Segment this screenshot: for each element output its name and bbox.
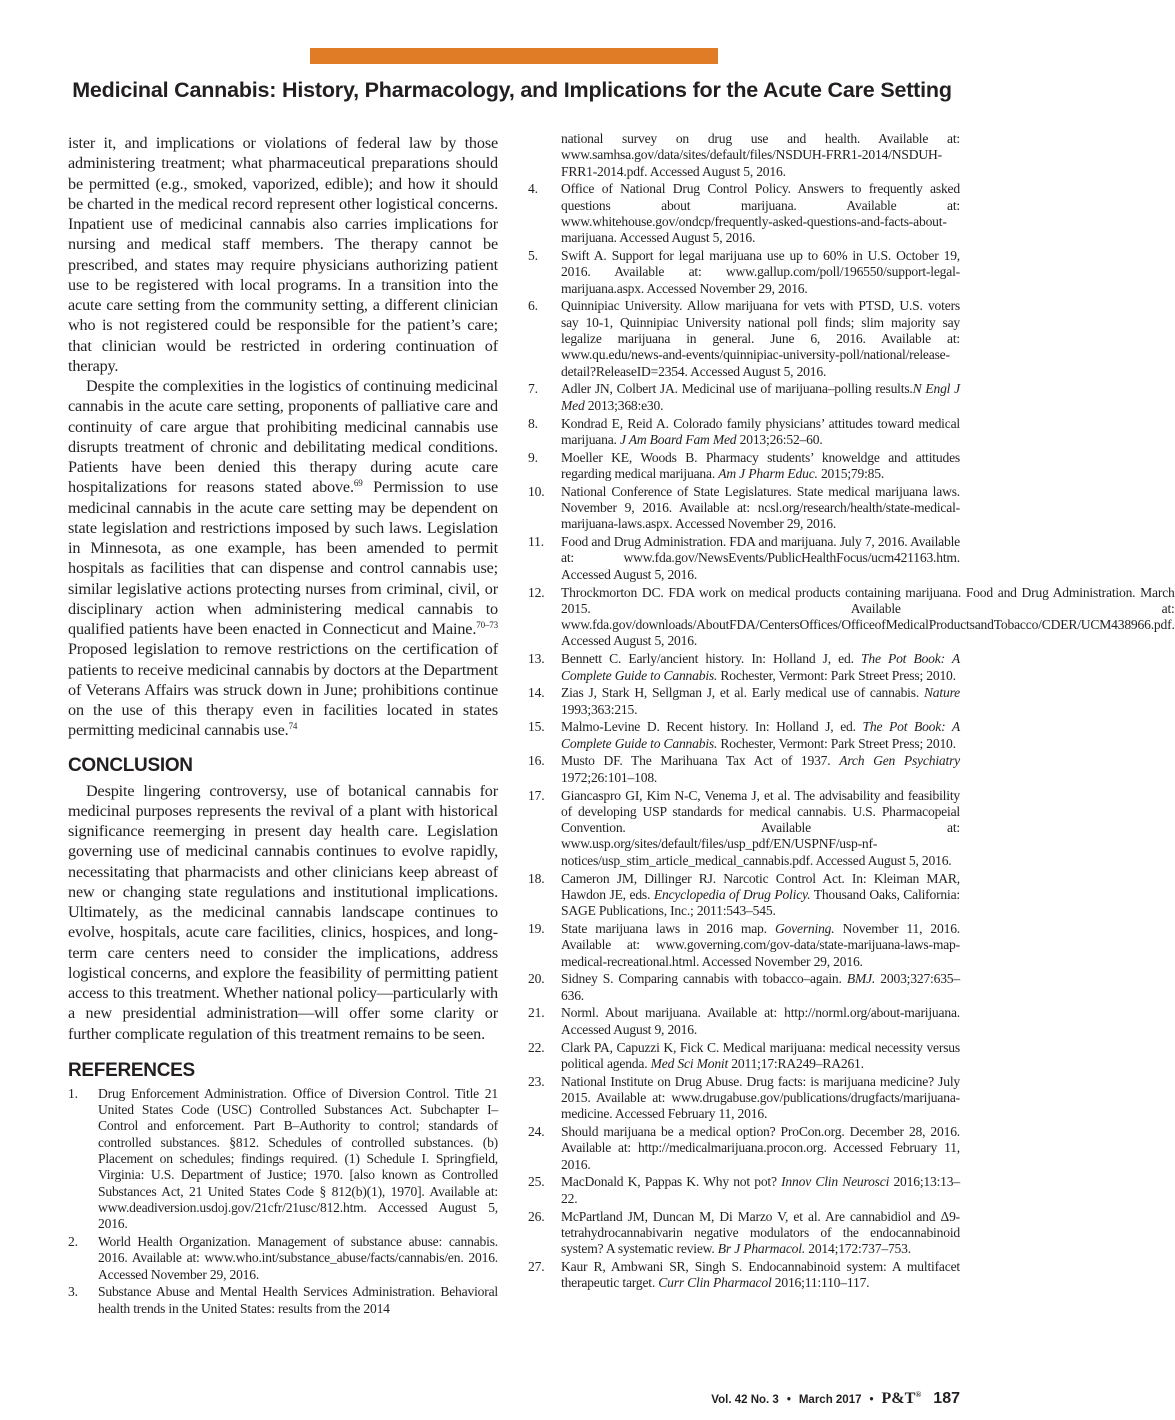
reference-item: national survey on drug use and health. Available at: www.samhsa.gov/data/sites/default/files/NSDUH-FRR1-2014/NSDUH-FRR1-2014.pdf. Accessed August 5, 2016. xyxy=(561,131,960,179)
journal-name: P&T® xyxy=(881,1390,922,1407)
reference-item xyxy=(528,248,960,297)
reference-number: 3. xyxy=(68,1284,78,1300)
issue-date: March 2017 xyxy=(798,1394,862,1406)
reference-text: Musto DF. The Marihuana Tax Act of 1937. Arch Gen Psychiatry 1972;26:101–108. xyxy=(561,753,960,785)
footer-bullet: • xyxy=(869,1394,874,1406)
page-footer xyxy=(711,1390,960,1408)
reference-item xyxy=(528,788,960,869)
reference-item xyxy=(528,719,960,752)
reference-text: Drug Enforcement Administration. Office of Diversion Control. Title 21 United States Code (USC) Controlled Substances Act. Subchapter I–Control and enforcement. Part B–Authority to control; standards of controlled substances. §812. Schedules of controlled substances. (b) Placement on schedules; findings required. (1) Schedule I. Springfield, Virginia: U.S. Department of Justice; 1970. [also known as Controlled Substances Act, 21 United States Code § 812(b)(1), 1970]. Available at: www.deadiversion.usdoj.gov/21cfr/21usc/812.htm. Accessed August 5, 2016. xyxy=(98,1085,498,1232)
footer-bullet: • xyxy=(786,1394,791,1406)
reference-text: Clark PA, Capuzzi K, Fick C. Medical marijuana: medical necessity versus political agenda. Med Sci Monit 2011;17:RA249–RA261. xyxy=(561,1039,960,1071)
reference-item xyxy=(528,1005,960,1038)
reference-number: 1. xyxy=(68,1085,78,1101)
references-list-left xyxy=(68,1086,498,1317)
reference-number: 23. xyxy=(528,1073,545,1089)
reference-item xyxy=(528,1124,960,1173)
reference-number: 9. xyxy=(528,449,538,465)
reference-item xyxy=(528,1259,960,1292)
reference-text: National Institute on Drug Abuse. Drug facts: is marijuana medicine? July 2015. Available at: www.drugabuse.gov/publications/drugfacts/marijuana-medicine. Accessed February 11, 2016. xyxy=(561,1073,960,1122)
reference-item xyxy=(528,1040,960,1073)
reference-text: State marijuana laws in 2016 map. Governing. November 11, 2016. Available at: www.governing.com/gov-data/state-marijuana-laws-map-medical-recreational.html. Accessed November 29, 2016. xyxy=(561,920,960,969)
reference-item xyxy=(528,381,960,414)
conclusion-heading: CONCLUSION xyxy=(68,754,193,776)
reference-text: Giancaspro GI, Kim N-C, Venema J, et al. The advisability and feasibility of developing USP standards for medical cannabis. U.S. Pharmacopeial Convention. Available at: www.usp.org/sites/default/files/usp_pdf/EN/USPNF/usp-nf-notices/usp_stim_article_medical_cannabis.pdf. Accessed August 5, 2016. xyxy=(561,787,960,868)
reference-number: 5. xyxy=(528,248,538,264)
references-list-right xyxy=(528,181,1175,1291)
reference-item xyxy=(528,1174,960,1207)
reference-item xyxy=(68,1234,498,1283)
reference-number: 25. xyxy=(528,1174,545,1190)
header-accent-bar xyxy=(310,48,718,64)
issue-info: Vol. 42 No. 3 xyxy=(711,1394,779,1406)
reference-item xyxy=(528,871,960,920)
reference-number: 22. xyxy=(528,1039,545,1055)
body-paragraph-2: Despite the complexities in the logistics of continuing medicinal cannabis in the acute care setting, proponents of palliative care and continuity of care argue that prohibiting medicinal cannabis use disrupts treatment of chronic and debilitating medical conditions. Patients have been denied this therapy during acute care hospitalizations for reasons stated above.$^{69}$ Permission to use medicinal cannabis in the acute care setting may be dependent on state legislation and restrictions imposed by such laws. Legislation in Minnesota, as one example, has been amended to permit hospitals as facilities that can dispense and control cannabis use; similar legislative actions protecting nurses from criminal, civil, or disciplinary action when administering medical cannabis to qualified patients have been enacted in Connecticut and Maine.$^{70-73}$ Proposed legislation to remove restrictions on the certification of patients to receive medicinal cannabis by doctors at the Department of Veterans Affairs was struck down in June; prohibitions continue on the use of this therapy even in facilities located in states permitting medicinal cannabis use.$^{74}$ xyxy=(68,377,499,740)
reference-number: 17. xyxy=(528,787,545,803)
reference-item xyxy=(528,416,960,449)
reference-text: Bennett C. Early/ancient history. In: Holland J, ed. The Pot Book: A Complete Guide to Cannabis. Rochester, Vermont: Park Street Press; 2010. xyxy=(561,651,960,683)
left-column xyxy=(68,133,498,1318)
reference-text: Throckmorton DC. FDA work on medical products containing marijuana. Food and Drug Administration. March 2015. Available at: www.fda.gov/downloads/AboutFDA/CentersOffices/OfficeofMedicalProductsandTobacco/CDER/UCM438966.pdf. Accessed August 5, 2016. xyxy=(561,584,1175,649)
reference-number: 7. xyxy=(528,381,538,397)
reference-text: Kondrad E, Reid A. Colorado family physicians’ attitudes toward medical marijuana. J Am Board Fam Med 2013;26:52–60. xyxy=(561,415,960,447)
reference-item xyxy=(528,1209,960,1258)
reference-number: 12. xyxy=(528,584,545,600)
page-title: Medicinal Cannabis: History, Pharmacology, and Implications for the Acute Care Setting xyxy=(72,78,952,102)
reference-number: 24. xyxy=(528,1124,545,1140)
reference-number: 11. xyxy=(528,534,544,550)
reference-number: 14. xyxy=(528,685,545,701)
reference-text: Malmo-Levine D. Recent history. In: Holland J, ed. The Pot Book: A Complete Guide to Cannabis. Rochester, Vermont: Park Street Press; 2010. xyxy=(561,719,960,751)
reference-number: 26. xyxy=(528,1208,545,1224)
reference-text: Quinnipiac University. Allow marijuana for vets with PTSD, U.S. voters say 10-1, Quinnipiac University national poll finds; slim majority say legalize marijuana in general. June 6, 2016. Available at: www.qu.edu/news-and-events/quinnipiac-university-poll/national/release-detail?ReleaseID=2354. Accessed August 5, 2016. xyxy=(561,298,960,379)
reference-number: 2. xyxy=(68,1233,78,1249)
reference-number: 20. xyxy=(528,971,545,987)
reference-number: 8. xyxy=(528,415,538,431)
reference-number: 27. xyxy=(528,1258,545,1274)
reference-item xyxy=(528,181,960,246)
reference-number: 21. xyxy=(528,1005,545,1021)
reference-item xyxy=(528,685,960,718)
reference-item xyxy=(528,584,1175,650)
reference-text: Zias J, Stark H, Sellgman J, et al. Early medical use of cannabis. Nature 1993;363:215. xyxy=(561,685,960,717)
reference-item xyxy=(68,1284,498,1317)
reference-item xyxy=(528,651,960,684)
reference-text: Sidney S. Comparing cannabis with tobacco–again. BMJ. 2003;327:635–636. xyxy=(561,971,961,1003)
reference-number: 18. xyxy=(528,870,545,886)
right-column xyxy=(528,131,1175,1293)
reference-text: Adler JN, Colbert JA. Medicinal use of marijuana–polling results.N Engl J Med 2013;368:e30. xyxy=(561,381,960,413)
body-paragraph: ister it, and implications or violations of federal law by those administering treatment; what pharmaceutical preparations should be permitted (e.g., smoked, vaporized, edible); and how it should be charted in the medical record represent other logistical concerns. Inpatient use of medicinal cannabis also carries implications for nursing and medical staff members. The therapy cannot be prescribed, and states may require physicians authorizing patient use to be registered with local programs. In a transition into the acute care setting from the community setting, a different clinician who is not registered could be responsible for the patient’s care; that clinician would be restricted in ordering continuation of therapy. xyxy=(68,134,498,375)
reference-text: World Health Organization. Management of substance abuse: cannabis. 2016. Available at: www.who.int/substance_abuse/facts/cannabis/en. 2016. Accessed November 29, 2016. xyxy=(98,1233,498,1282)
reference-number: 15. xyxy=(528,719,545,735)
reference-text: Office of National Drug Control Policy. Answers to frequently asked questions about marijuana. Available at: www.whitehouse.gov/ondcp/frequently-asked-questions-and-facts-about-marijuana. Accessed August 5, 2016. xyxy=(561,181,960,246)
reference-item xyxy=(528,921,960,970)
reference-text: Should marijuana be a medical option? ProCon.org. December 28, 2016. Available at: http://medicalmarijuana.procon.org. Accessed February 11, 2016. xyxy=(561,1124,960,1172)
reference-text: Swift A. Support for legal marijuana use up to 60% in U.S. October 19, 2016. Available at: www.gallup.com/poll/196550/support-legal-marijuana.aspx. Accessed November 29, 2016. xyxy=(561,248,960,296)
reference-item xyxy=(528,753,960,786)
reference-item xyxy=(528,971,960,1004)
reference-text: Food and Drug Administration. FDA and marijuana. July 7, 2016. Available at: www.fda.gov/NewsEvents/PublicHealthFocus/ucm421163.htm. Accessed August 5, 2016. xyxy=(561,534,960,582)
conclusion-paragraph: Despite lingering controversy, use of botanical cannabis for medicinal purposes represents the revival of a plant with historical significance reemerging in present day health care. Legislation governing use of medicinal cannabis continues to evolve rapidly, necessitating that pharmacists and other clinicians keep abreast of new or changing state regulations and institutional implications. Ultimately, as the medicinal cannabis landscape continues to evolve, hospitals, acute care facilities, clinics, hospices, and long-term care centers need to consider the implications, address logistical concerns, and explore the feasibility of permitting patient access to this treatment. Whether national policy—particularly with a new presidential administration—will offer some clarity or further complicate regulation of this treatment remains to be seen. xyxy=(68,781,498,1043)
reference-text: MacDonald K, Pappas K. Why not pot? Innov Clin Neurosci 2016;13:13–22. xyxy=(561,1174,960,1206)
reference-item xyxy=(528,450,960,483)
reference-text: Cameron JM, Dillinger RJ. Narcotic Control Act. In: Kleiman MAR, Hawdon JE, eds. Encyclopedia of Drug Policy. Thousand Oaks, California: SAGE Publications, Inc.; 2011:543–545. xyxy=(561,870,961,919)
reference-text: Moeller KE, Woods B. Pharmacy students’ knoweldge and attitudes regarding medical marijuana. Am J Pharm Educ. 2015;79:85. xyxy=(561,449,960,481)
reference-item xyxy=(528,534,960,583)
reference-text: Substance Abuse and Mental Health Services Administration. Behavioral health trends in the United States: results from the 2014 xyxy=(98,1284,498,1316)
reference-number: 10. xyxy=(528,483,545,499)
reference-text: Norml. About marijuana. Available at: http://norml.org/about-marijuana. Accessed August 9, 2016. xyxy=(561,1005,960,1037)
reference-text: National Conference of State Legislatures. State medical marijuana laws. November 9, 2016. Available at: ncsl.org/research/health/state-medical-marijuana-laws.aspx. Accessed November 29, 2016. xyxy=(561,483,960,532)
reference-text: McPartland JM, Duncan M, Di Marzo V, et al. Are cannabidiol and Δ9-tetrahydrocannabivarin negative modulators of the endocannabinoid system? A systematic review. Br J Pharmacol. 2014;172:737–753. xyxy=(561,1208,960,1257)
reference-item xyxy=(528,298,960,379)
reference-number: 4. xyxy=(528,181,538,197)
reference-item xyxy=(528,1074,960,1123)
reference-number: 16. xyxy=(528,753,545,769)
reference-text: Kaur R, Ambwani SR, Singh S. Endocannabinoid system: A multifacet therapeutic target. Curr Clin Pharmacol 2016;11:110–117. xyxy=(561,1258,960,1291)
references-heading: REFERENCES xyxy=(68,1059,195,1081)
reference-number: 13. xyxy=(528,651,545,667)
reference-item xyxy=(68,1086,498,1233)
page-number: 187 xyxy=(933,1390,960,1407)
reference-number: 6. xyxy=(528,298,538,314)
reference-item xyxy=(528,484,960,533)
reference-number: 19. xyxy=(528,920,545,936)
